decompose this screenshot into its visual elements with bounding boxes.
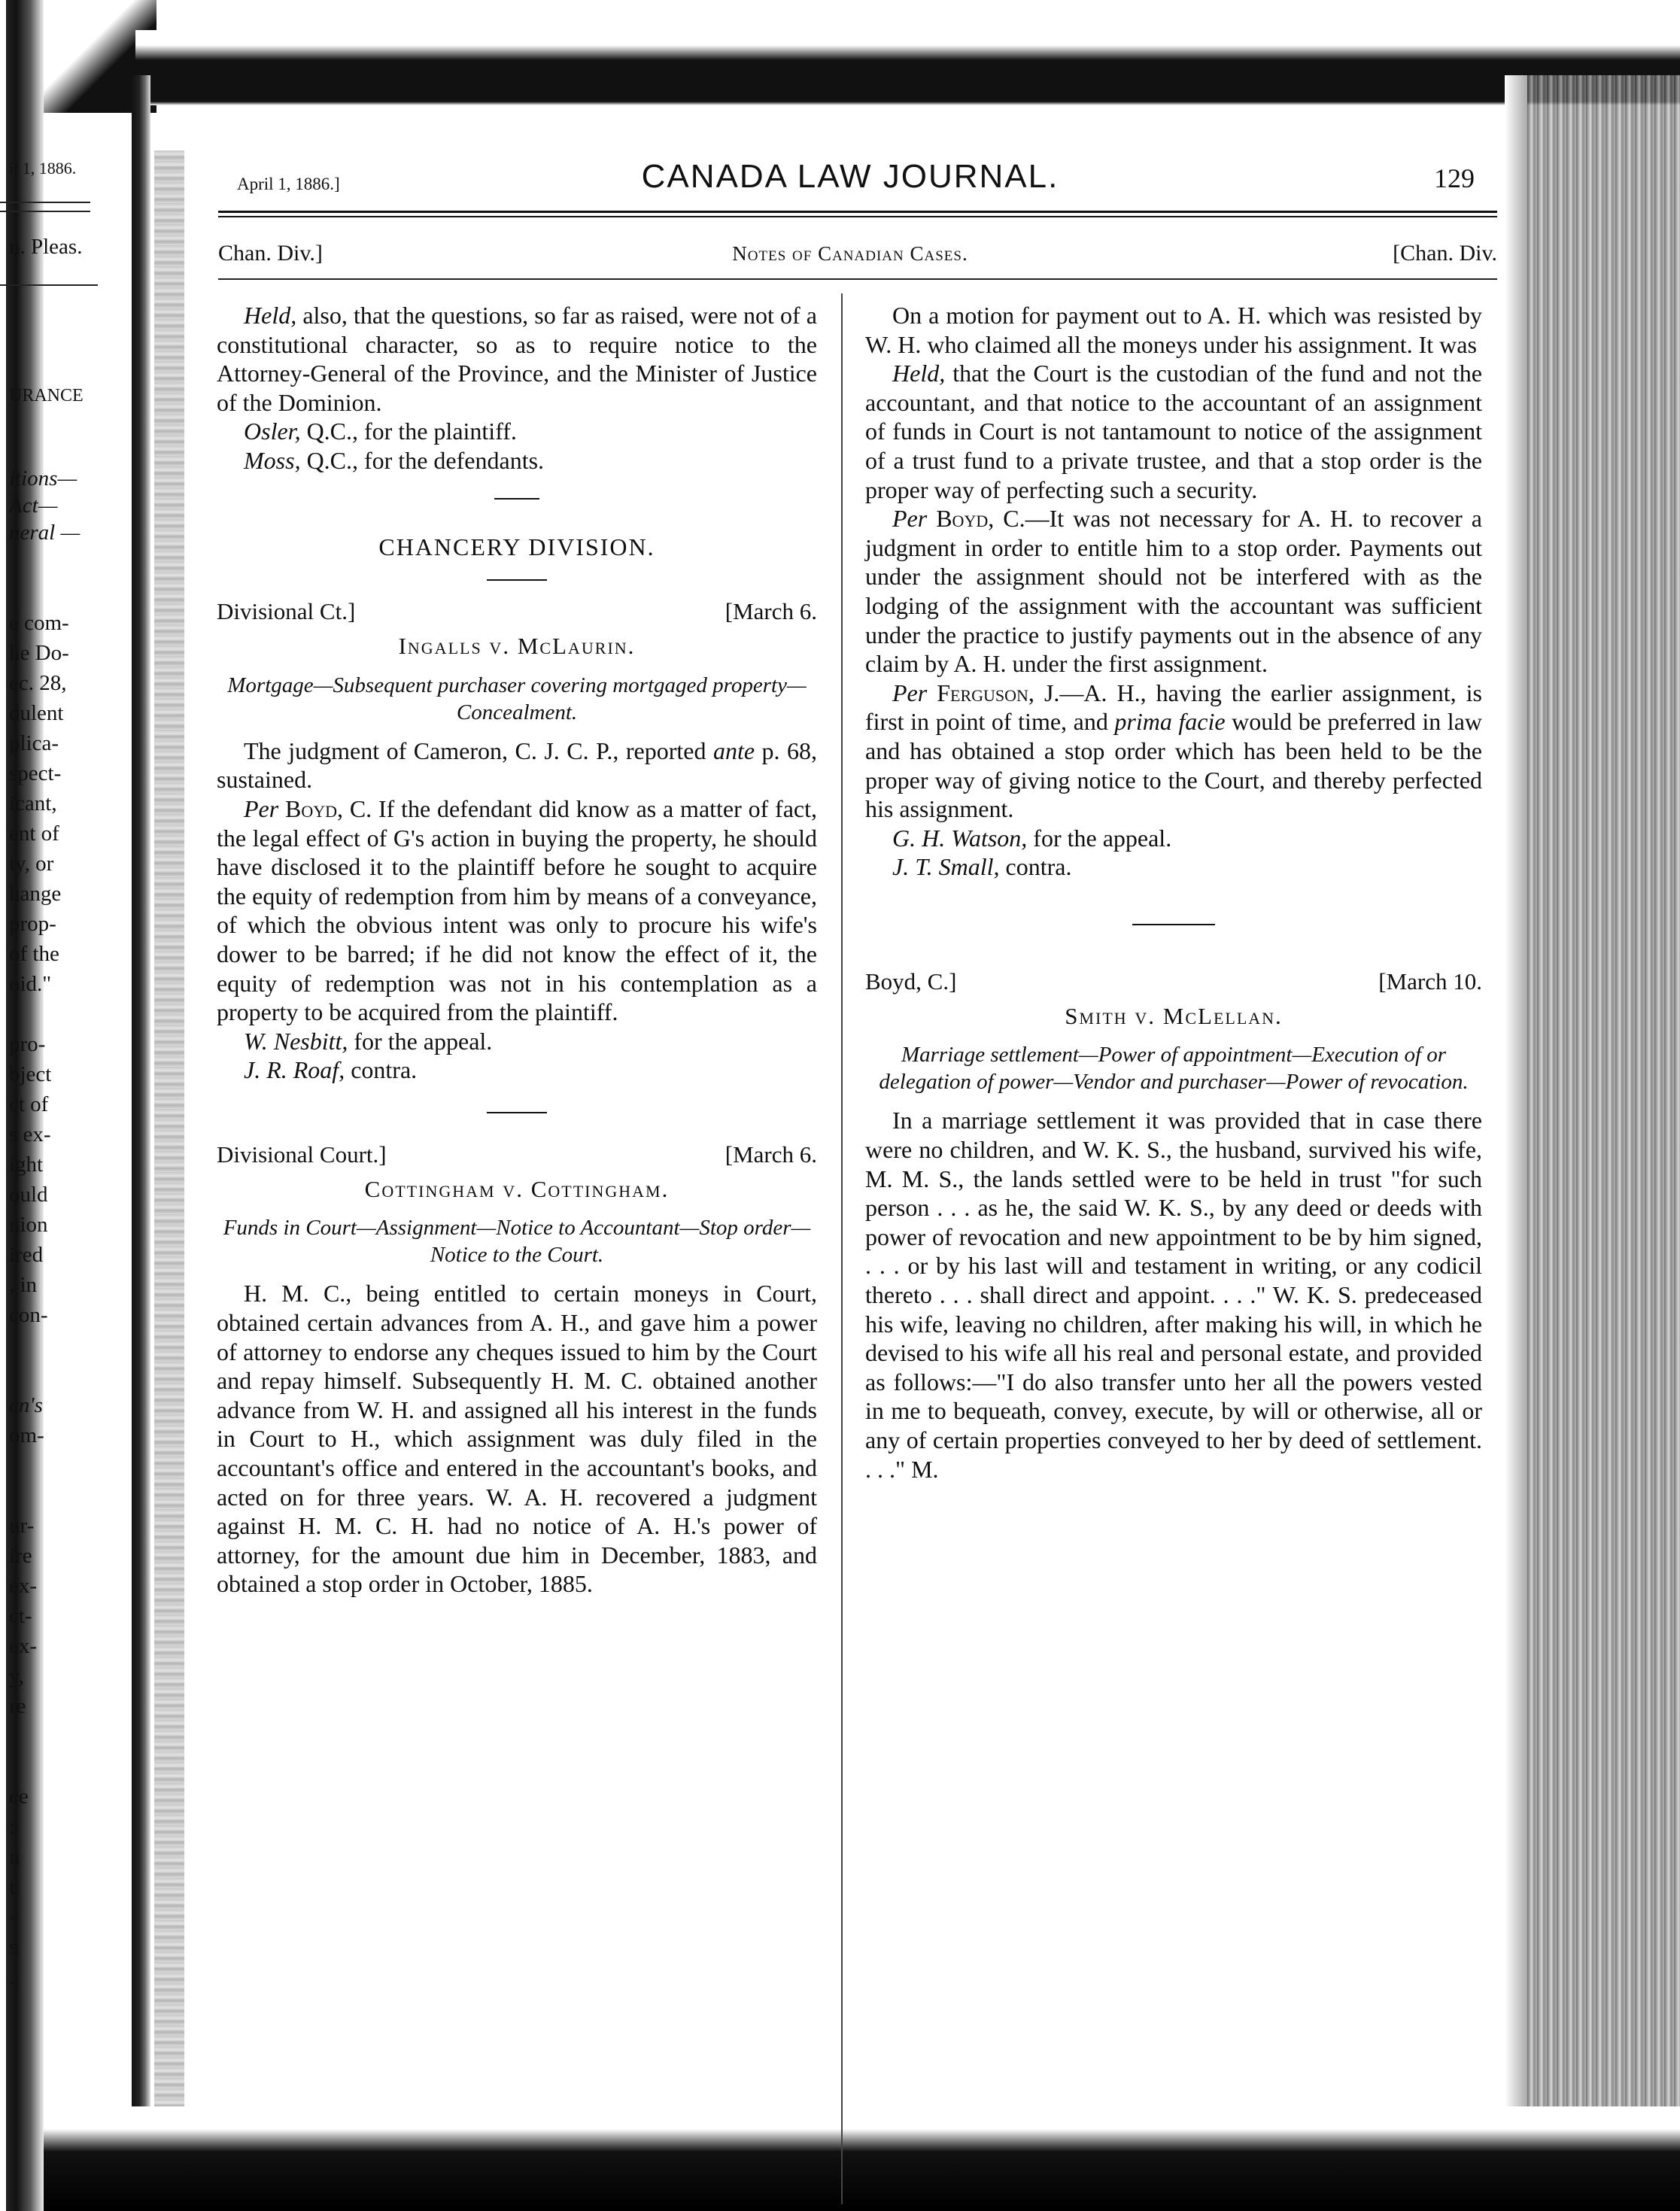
separator-rule xyxy=(1132,924,1215,925)
case-date: [March 10. xyxy=(1378,967,1482,995)
prev-margin-line: n. Pleas. xyxy=(9,235,83,259)
prev-margin-line: of the xyxy=(9,942,59,966)
prev-margin-line: . xyxy=(9,1965,15,1989)
prev-margin-line: s ex- xyxy=(9,1122,51,1147)
journal-title: CANADA LAW JOURNAL. xyxy=(641,158,1059,195)
held-label: Held, xyxy=(244,302,297,329)
counsel-line xyxy=(217,1055,817,1085)
counsel-name: G. H. Watson, xyxy=(892,824,1028,852)
text-run-italic: prima facie xyxy=(1114,708,1226,736)
prev-margin-line: om- xyxy=(9,1423,44,1447)
counsel-name: J. T. Small, xyxy=(892,853,1000,881)
held-label: Held, xyxy=(892,360,946,387)
case-court: Divisional Court.] xyxy=(217,1140,387,1168)
per-label: Per xyxy=(892,505,928,533)
text-run: would be preferred in law and has obtained a stop order which has been held to be the proper way of giving notice to the Court, and thereby perfected his assignment. xyxy=(865,708,1483,823)
case-paragraph xyxy=(865,504,1482,679)
text-run: J.—A. H., having the earlier assignment, is first in point of time, and xyxy=(865,679,1483,736)
prev-margin-line: itions— xyxy=(9,466,77,490)
prev-margin-line: s xyxy=(9,1935,18,1959)
section-right: [Chan. Div. xyxy=(1393,241,1497,266)
text-run: C.—It was not necessary for A. H. to recover a judgment in order to entitle him to a stop order. Payments out under the assignment should not be interfered with as the lodging of the assignment with the accountant was sufficient under the practice to justify payments out in the absence of any claim by A. H. under the first assignment. xyxy=(865,505,1482,678)
prev-margin-line: he Do- xyxy=(9,641,69,665)
header-rule-thin xyxy=(218,216,1497,217)
text-run: The judgment of Cameron, C. J. C. P., reported xyxy=(244,736,713,764)
section-rule xyxy=(218,278,1497,280)
previous-page-margin xyxy=(0,0,132,2211)
header-rule-thick xyxy=(218,211,1497,213)
prev-margin-line: Act— xyxy=(9,494,58,518)
prev-margin-line: e com- xyxy=(9,611,69,635)
counsel-name: Osler, xyxy=(244,418,301,445)
case-header xyxy=(865,967,1482,998)
case-title: Cottingham v. Cottingham. xyxy=(364,1175,670,1202)
prev-margin-line: oid." xyxy=(9,972,52,996)
held-paragraph xyxy=(865,359,1482,504)
section-title: Notes of Canadian Cases. xyxy=(732,242,968,265)
prev-margin-line: ired xyxy=(9,1243,44,1267)
prev-margin-line: hange xyxy=(9,882,62,906)
prev-margin-line: ent of xyxy=(9,822,59,846)
left-column xyxy=(217,301,817,1599)
separator-rule xyxy=(494,498,539,500)
counsel-role: for the appeal. xyxy=(1027,824,1172,852)
counsel-line xyxy=(865,824,1482,853)
case-header xyxy=(217,1140,817,1171)
case-paragraph xyxy=(865,679,1482,824)
prev-margin-line: ould xyxy=(9,1183,48,1207)
prev-margin-line: dulent xyxy=(9,701,64,725)
counsel-line xyxy=(217,1027,817,1056)
case-title: Ingalls v. McLaurin. xyxy=(398,633,636,660)
prev-margin-line: plica- xyxy=(9,731,59,755)
counsel-line xyxy=(217,417,817,446)
counsel-role: contra. xyxy=(999,853,1072,881)
prev-margin-rule xyxy=(0,211,90,212)
case-court: Boyd, C.] xyxy=(865,967,957,995)
case-title: Smith v. McLellan. xyxy=(1065,1002,1283,1029)
judge-name: Boyd, xyxy=(927,505,995,533)
prev-margin-line: bject xyxy=(9,1062,52,1086)
division-heading: CHANCERY DIVISION. xyxy=(378,533,655,560)
prev-margin-line: ty, or xyxy=(9,852,54,876)
prev-margin-line: re xyxy=(9,1694,26,1718)
prev-margin-line: ight xyxy=(9,1153,44,1177)
prev-margin-rule xyxy=(0,202,90,203)
per-label: Per xyxy=(892,679,928,706)
book-edge-right xyxy=(1527,75,1680,2121)
counsel-role: for the appeal. xyxy=(348,1027,493,1055)
counsel-name: Moss, xyxy=(244,446,301,474)
page-edge-right-inner xyxy=(1505,75,1527,2121)
prev-margin-line: , in xyxy=(9,1273,38,1297)
prev-margin-line: y, xyxy=(9,1664,24,1688)
scan-shadow-top xyxy=(135,30,1680,105)
prev-margin-line: t xyxy=(9,1875,16,1899)
prev-margin-line: pro- xyxy=(9,1032,46,1056)
case-paragraph: In a marriage settlement it was provided that in case there were no children, and W. K. S., the husband, survived his wife, M. M. S., the lands settled were to be held in trust "for such person . . . as he, the said W. K. S., by any deed or deeds with power of revocation and new appointment to be by him signed, . . . or by his last will and testament in writing, or any codicil thereto . . . shall direct and appoint. . . ." W. K. S. predeceased his wife, leaving no children, after making his will, in which he devised to his wife all his real and personal estate, and provided as follows:—"I do also transfer unto her all the powers vested in me to bequeath, convey, execute, by will or otherwise, all or any of certain properties conveyed to her by deed of settlement. . . ." M. xyxy=(865,1107,1482,1483)
prev-margin-line: prop- xyxy=(9,912,56,936)
counsel-name: J. R. Roaf, xyxy=(244,1056,345,1084)
separator-rule xyxy=(487,579,547,581)
judge-name: Ferguson, xyxy=(927,679,1034,706)
counsel-name: W. Nesbitt, xyxy=(244,1027,348,1055)
prev-margin-line: ce xyxy=(9,1784,29,1809)
case-header xyxy=(217,597,817,627)
prev-margin-line: ; xyxy=(9,1815,16,1839)
separator-rule xyxy=(487,1112,547,1113)
counsel-role: Q.C., for the plaintiff. xyxy=(300,418,517,445)
counsel-role: contra. xyxy=(345,1056,418,1084)
case-court: Divisional Ct.] xyxy=(217,598,356,625)
held-paragraph xyxy=(217,301,817,417)
section-left: Chan. Div.] xyxy=(218,241,323,266)
prev-margin-line: ec. 28, xyxy=(9,671,67,695)
prev-margin-line: ct- xyxy=(9,1604,32,1628)
counsel-line xyxy=(865,852,1482,882)
case-catchwords: Marriage settlement—Power of appointment—Execution of or delegation of power—Vendor and purchaser—Power of revocation. xyxy=(879,1043,1469,1095)
text-run-italic: ante xyxy=(712,736,755,764)
case-date: [March 6. xyxy=(725,598,817,625)
running-head xyxy=(203,158,1497,203)
scan-shadow-bottom xyxy=(44,2106,1680,2211)
prev-margin-line: neral — xyxy=(9,521,81,545)
counsel-line xyxy=(217,446,817,475)
prev-margin-line: il 1, 1886. xyxy=(9,159,77,178)
case-catchwords: Funds in Court—Assignment—Notice to Accountant—Stop order—Notice to the Court. xyxy=(223,1216,811,1268)
case-date: [March 6. xyxy=(725,1140,817,1168)
held-text: also, that the questions, so far as raised, were not of a constitutional character, so as to require notice to the Attorney-General of the Province, and the Minister of Justice of the Dominion. xyxy=(217,302,817,416)
prev-margin-line: ur- xyxy=(9,1514,35,1538)
held-text: that the Court is the custodian of the fund and not the accountant, and that notice to the accountant of an assignment of funds in Court is not tantamount to notice of the assignment of a trust fund to a private trustee, and that a stop order is the proper way of perfecting such a security. xyxy=(865,360,1482,503)
binding-gutter xyxy=(154,150,184,2106)
case-paragraph: On a motion for payment out to A. H. which was resisted by W. H. who claimed all the moneys under his assignment. It was xyxy=(865,302,1482,358)
page-number: 129 xyxy=(1434,163,1475,193)
per-label: Per xyxy=(244,794,279,822)
judge-name: Boyd, xyxy=(278,794,344,822)
prev-margin-line: con- xyxy=(9,1303,48,1327)
case-paragraph xyxy=(217,736,817,794)
section-head xyxy=(203,241,1497,274)
prev-margin-line: ex- xyxy=(9,1634,38,1658)
issue-date: April 1, 1886.] xyxy=(237,175,340,193)
right-column xyxy=(865,301,1482,1484)
text-run: p. 68, sustained. xyxy=(217,736,817,794)
case-catchwords: Mortgage—Subsequent purchaser covering mortgaged property—Concealment. xyxy=(227,673,807,724)
prev-margin-line: URANCE xyxy=(9,386,84,405)
prev-margin-line: n xyxy=(9,1845,20,1869)
prev-margin-line: spect- xyxy=(9,761,62,785)
column-divider xyxy=(841,293,843,2204)
text-run: C. If the defendant did know as a matter of fact, the legal effect of G's action in buying the property, he should have disclosed it to the plaintiff before he sought to acquire the equity of redemption from him by means of a conveyance, of which the obvious intent was only to procure his wife's dower to be barred; if he did not know the effect of it, the equity of redemption was not in his contemplation as a property to be acquired from the plaintiff. xyxy=(217,794,818,1026)
prev-margin-line: ex- xyxy=(9,1574,38,1598)
prev-margin-line: - xyxy=(9,1905,17,1929)
prev-margin-line: en's xyxy=(9,1393,43,1417)
case-paragraph xyxy=(217,794,817,1027)
page-fold-shadow xyxy=(132,75,150,2211)
prev-margin-line: ire xyxy=(9,1544,32,1568)
prev-margin-line: ct of xyxy=(9,1092,49,1116)
case-paragraph: H. M. C., being entitled to certain moneys in Court, obtained certain advances from A. H., and gave him a power of attorney to endorse any cheques issued to him by the Court and repay himself. Subsequently H. M. C. obtained another advance from W. H. and assigned all his interest in the funds in Court to H., which assignment was duly filed in the accountant's office and entered in the accountant's books, and acted on for three years. W. A. H. recovered a judgment against H. M. C. H. had no notice of A. H.'s power of attorney, for the amount due him in December, 1883, and obtained a stop order in October, 1885. xyxy=(217,1280,817,1598)
prev-margin-line: nion xyxy=(9,1213,48,1237)
prev-margin-rule xyxy=(0,284,98,286)
prev-margin-line: icant, xyxy=(9,791,57,815)
counsel-role: Q.C., for the defendants. xyxy=(300,446,545,474)
